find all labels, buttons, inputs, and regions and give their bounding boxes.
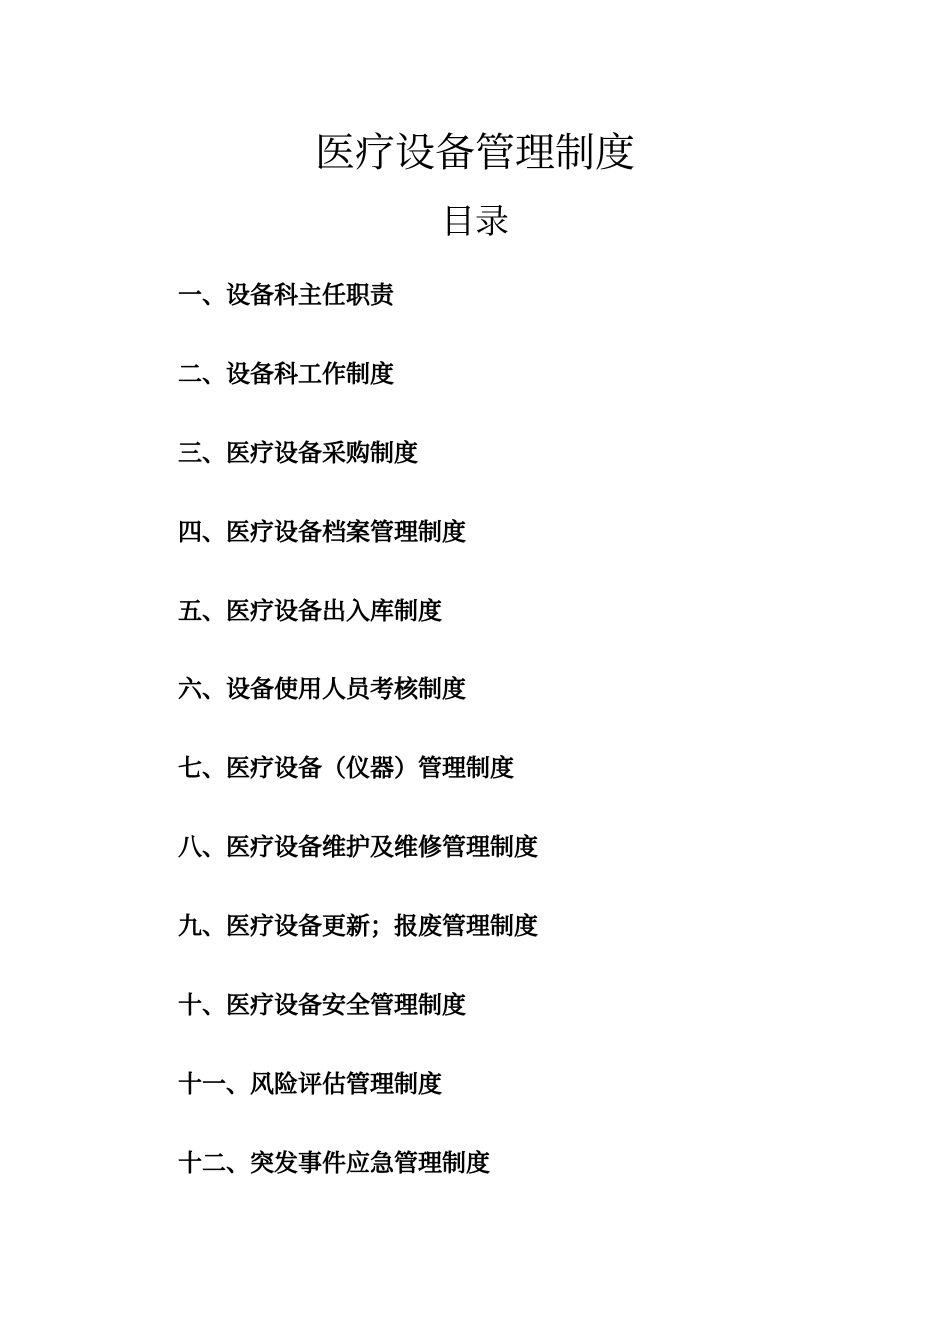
toc-heading: 目录 — [441, 202, 509, 242]
toc-item: 四、医疗设备档案管理制度 — [178, 517, 466, 546]
toc-item: 十一、风险评估管理制度 — [178, 1069, 442, 1098]
toc-item: 十、医疗设备安全管理制度 — [178, 991, 466, 1020]
toc-item: 六、设备使用人员考核制度 — [178, 675, 466, 704]
table-of-contents — [178, 280, 538, 1227]
toc-item: 九、医疗设备更新；报废管理制度 — [178, 912, 538, 941]
toc-item: 一、设备科主任职责 — [178, 281, 394, 309]
toc-item: 七、医疗设备（仪器）管理制度 — [178, 754, 514, 783]
toc-item: 五、医疗设备出入库制度 — [178, 596, 442, 625]
toc-item: 十二、突发事件应急管理制度 — [178, 1148, 490, 1177]
toc-item: 八、医疗设备维护及维修管理制度 — [178, 833, 538, 862]
toc-item: 三、医疗设备采购制度 — [178, 438, 418, 467]
page-title: 医疗设备管理制度 — [315, 130, 635, 176]
toc-item: 二、设备科工作制度 — [178, 359, 394, 388]
